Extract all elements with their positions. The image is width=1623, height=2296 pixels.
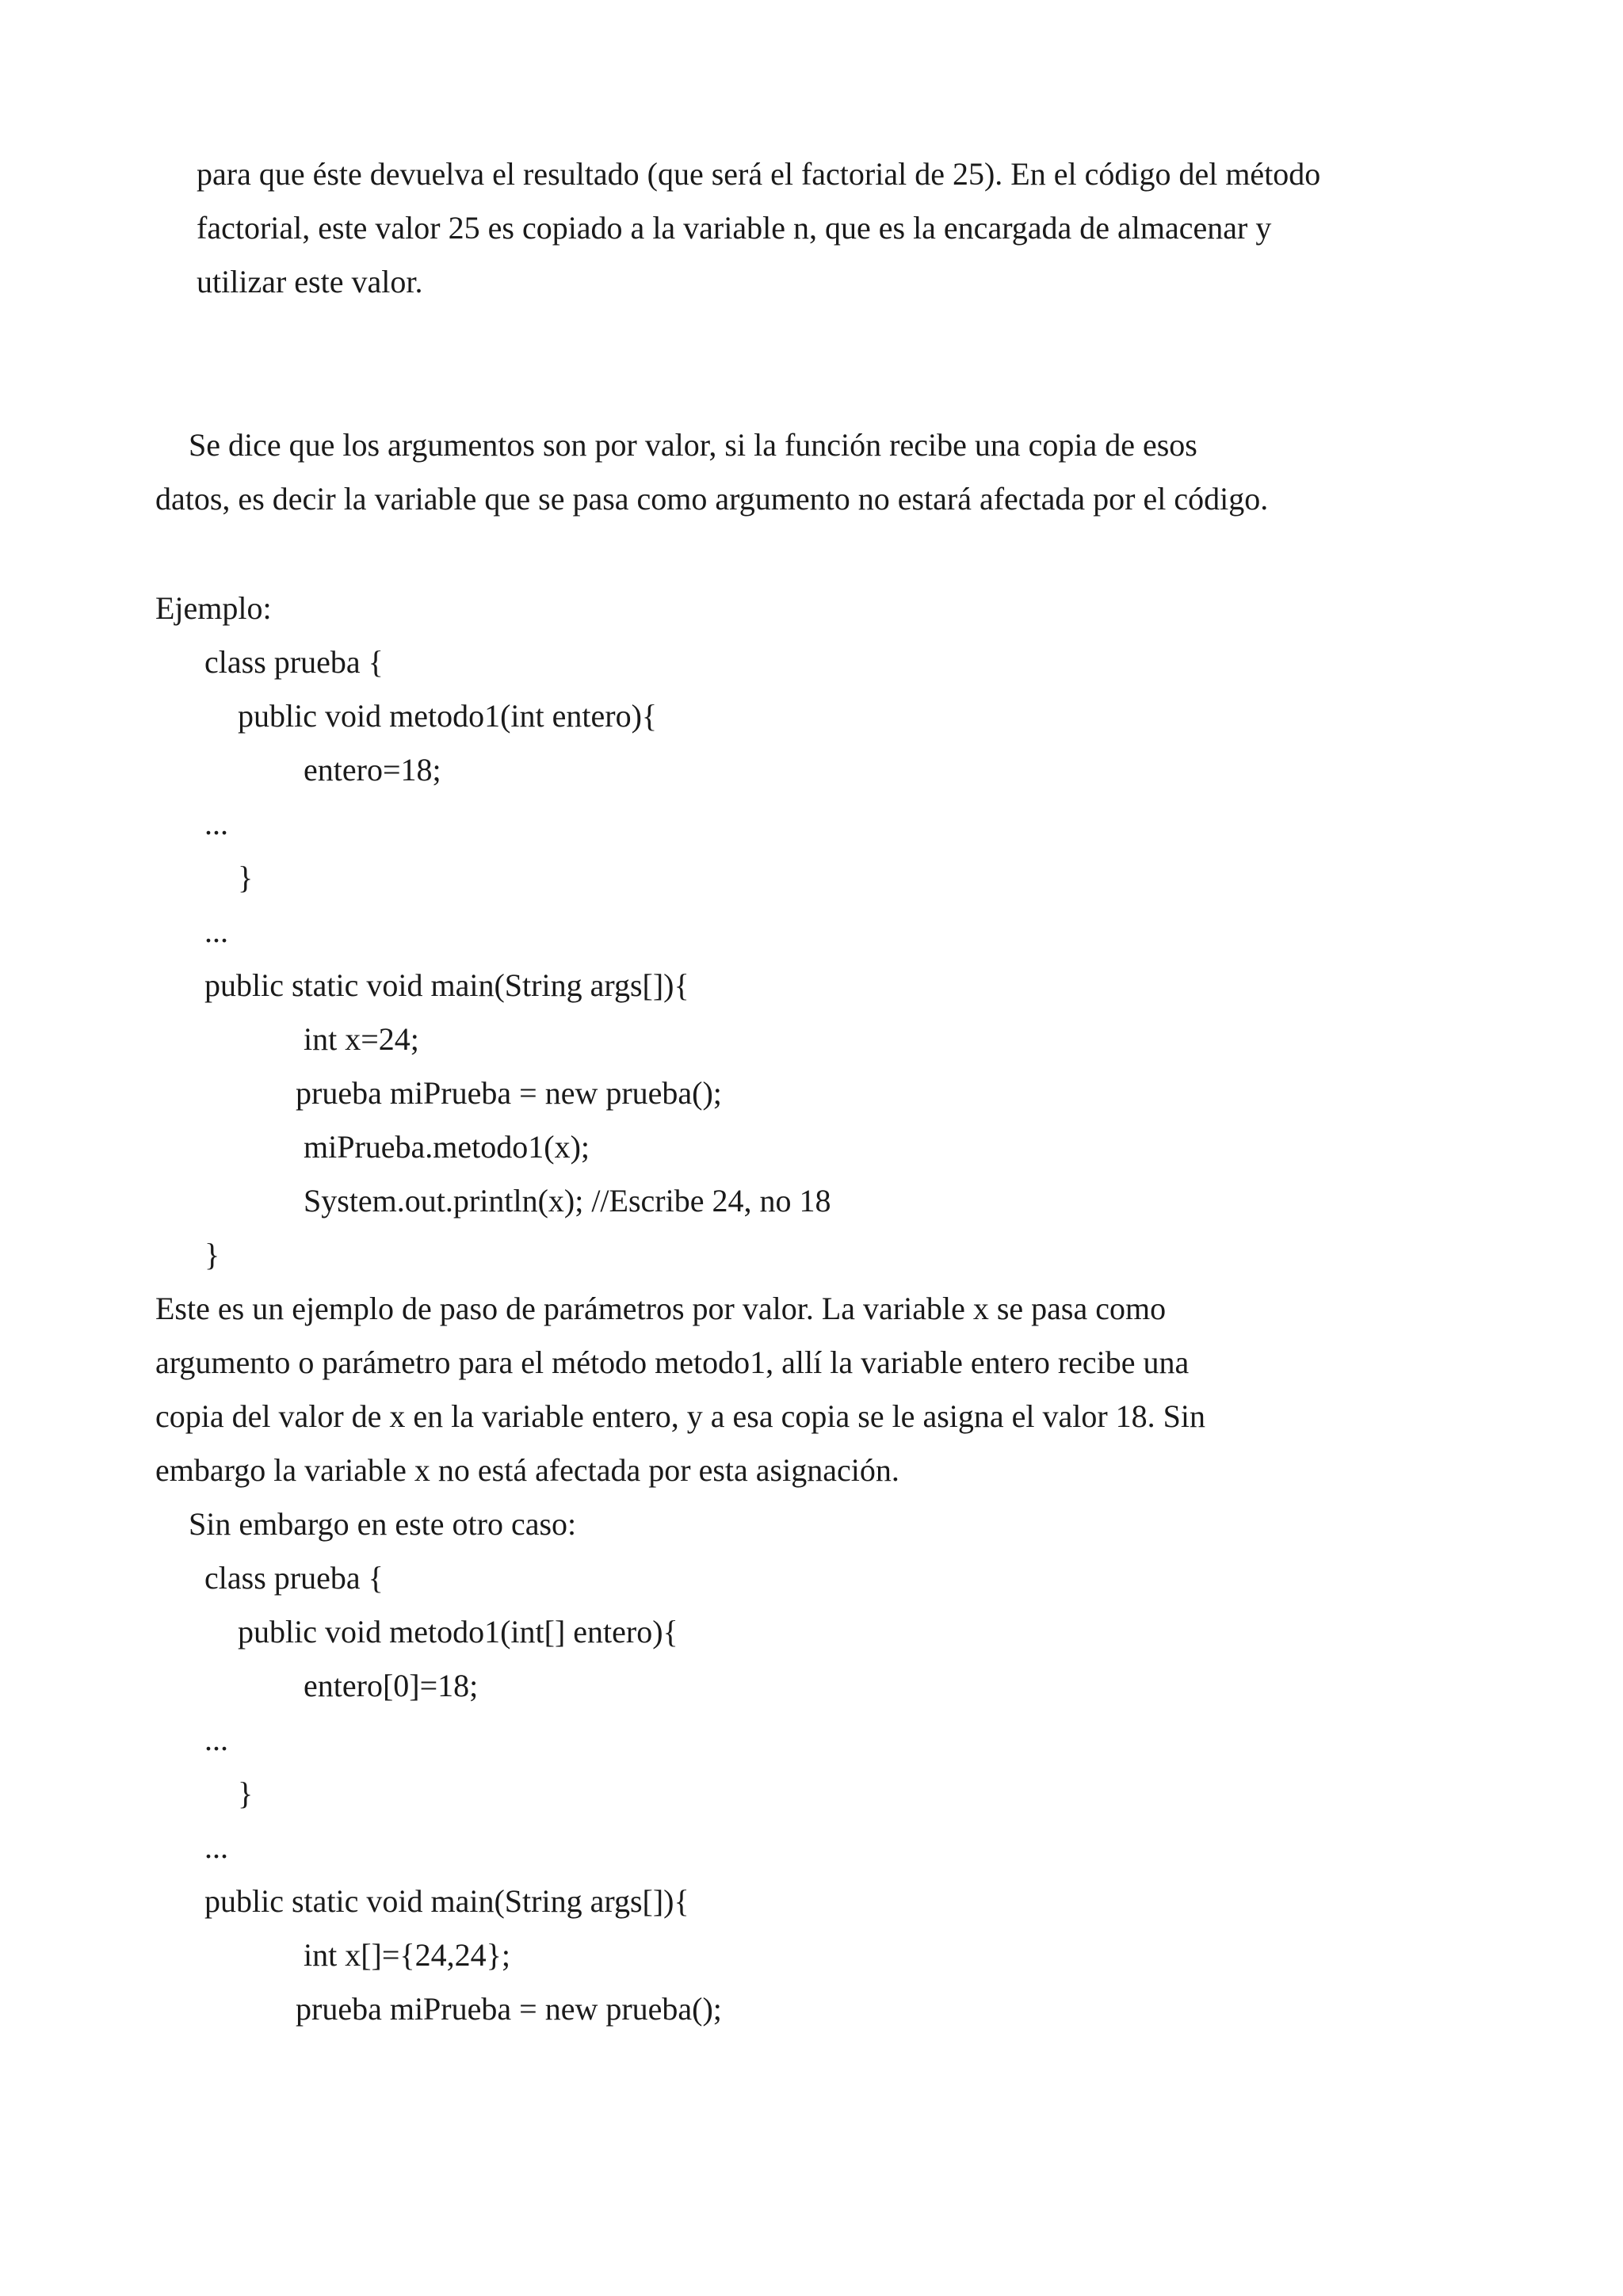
intro-line-3: utilizar este valor. xyxy=(197,264,423,299)
code2-line-9: prueba miPrueba = new prueba(); xyxy=(296,1991,722,2027)
code1-line-7: public static void main(String args[]){ xyxy=(204,967,689,1003)
by-value-line-1: Se dice que los argumentos son por valor, si la función recibe una copia de esos xyxy=(189,427,1197,463)
code2-line-4: ... xyxy=(204,1722,228,1757)
code2-line-3: entero[0]=18; xyxy=(304,1668,479,1703)
other-case-label: Sin embargo en este otro caso: xyxy=(189,1506,577,1542)
intro-line-1: para que éste devuelva el resultado (que será el factorial de 25). En el código del método xyxy=(197,156,1321,192)
intro-line-2: factorial, este valor 25 es copiado a la variable n, que es la encargada de almacenar y xyxy=(197,210,1272,246)
code2-line-7: public static void main(String args[]){ xyxy=(204,1883,689,1919)
code1-line-5: } xyxy=(238,860,254,895)
explanation-line-1: Este es un ejemplo de paso de parámetros por valor. La variable x se pasa como xyxy=(155,1291,1167,1326)
code1-line-6: ... xyxy=(204,913,228,949)
explanation-line-3: copia del valor de x en la variable entero, y a esa copia se le asigna el valor 18. Sin xyxy=(155,1398,1206,1434)
code1-line-1: class prueba { xyxy=(204,644,384,680)
explanation-line-4: embargo la variable x no está afectada por esta asignación. xyxy=(155,1452,899,1488)
code1-line-4: ... xyxy=(204,806,228,841)
code1-line-12: } xyxy=(204,1237,220,1272)
code1-line-9: prueba miPrueba = new prueba(); xyxy=(296,1075,722,1111)
by-value-line-2: datos, es decir la variable que se pasa como argumento no estará afectada por el código. xyxy=(155,481,1269,517)
code2-line-1: class prueba { xyxy=(204,1560,384,1596)
code1-line-8: int x=24; xyxy=(304,1021,419,1057)
code1-line-3: entero=18; xyxy=(304,752,441,788)
code1-line-11: System.out.println(x); //Escribe 24, no 18 xyxy=(304,1183,831,1219)
example-label: Ejemplo: xyxy=(155,590,272,626)
code1-line-2: public void metodo1(int entero){ xyxy=(238,698,658,734)
code2-line-5: } xyxy=(238,1775,254,1811)
code2-line-2: public void metodo1(int[] entero){ xyxy=(238,1614,678,1650)
explanation-line-2: argumento o parámetro para el método metodo1, allí la variable entero recibe una xyxy=(155,1344,1190,1380)
code2-line-6: ... xyxy=(204,1829,228,1865)
code2-line-8: int x[]={24,24}; xyxy=(304,1937,510,1973)
code1-line-10: miPrueba.metodo1(x); xyxy=(304,1129,590,1165)
